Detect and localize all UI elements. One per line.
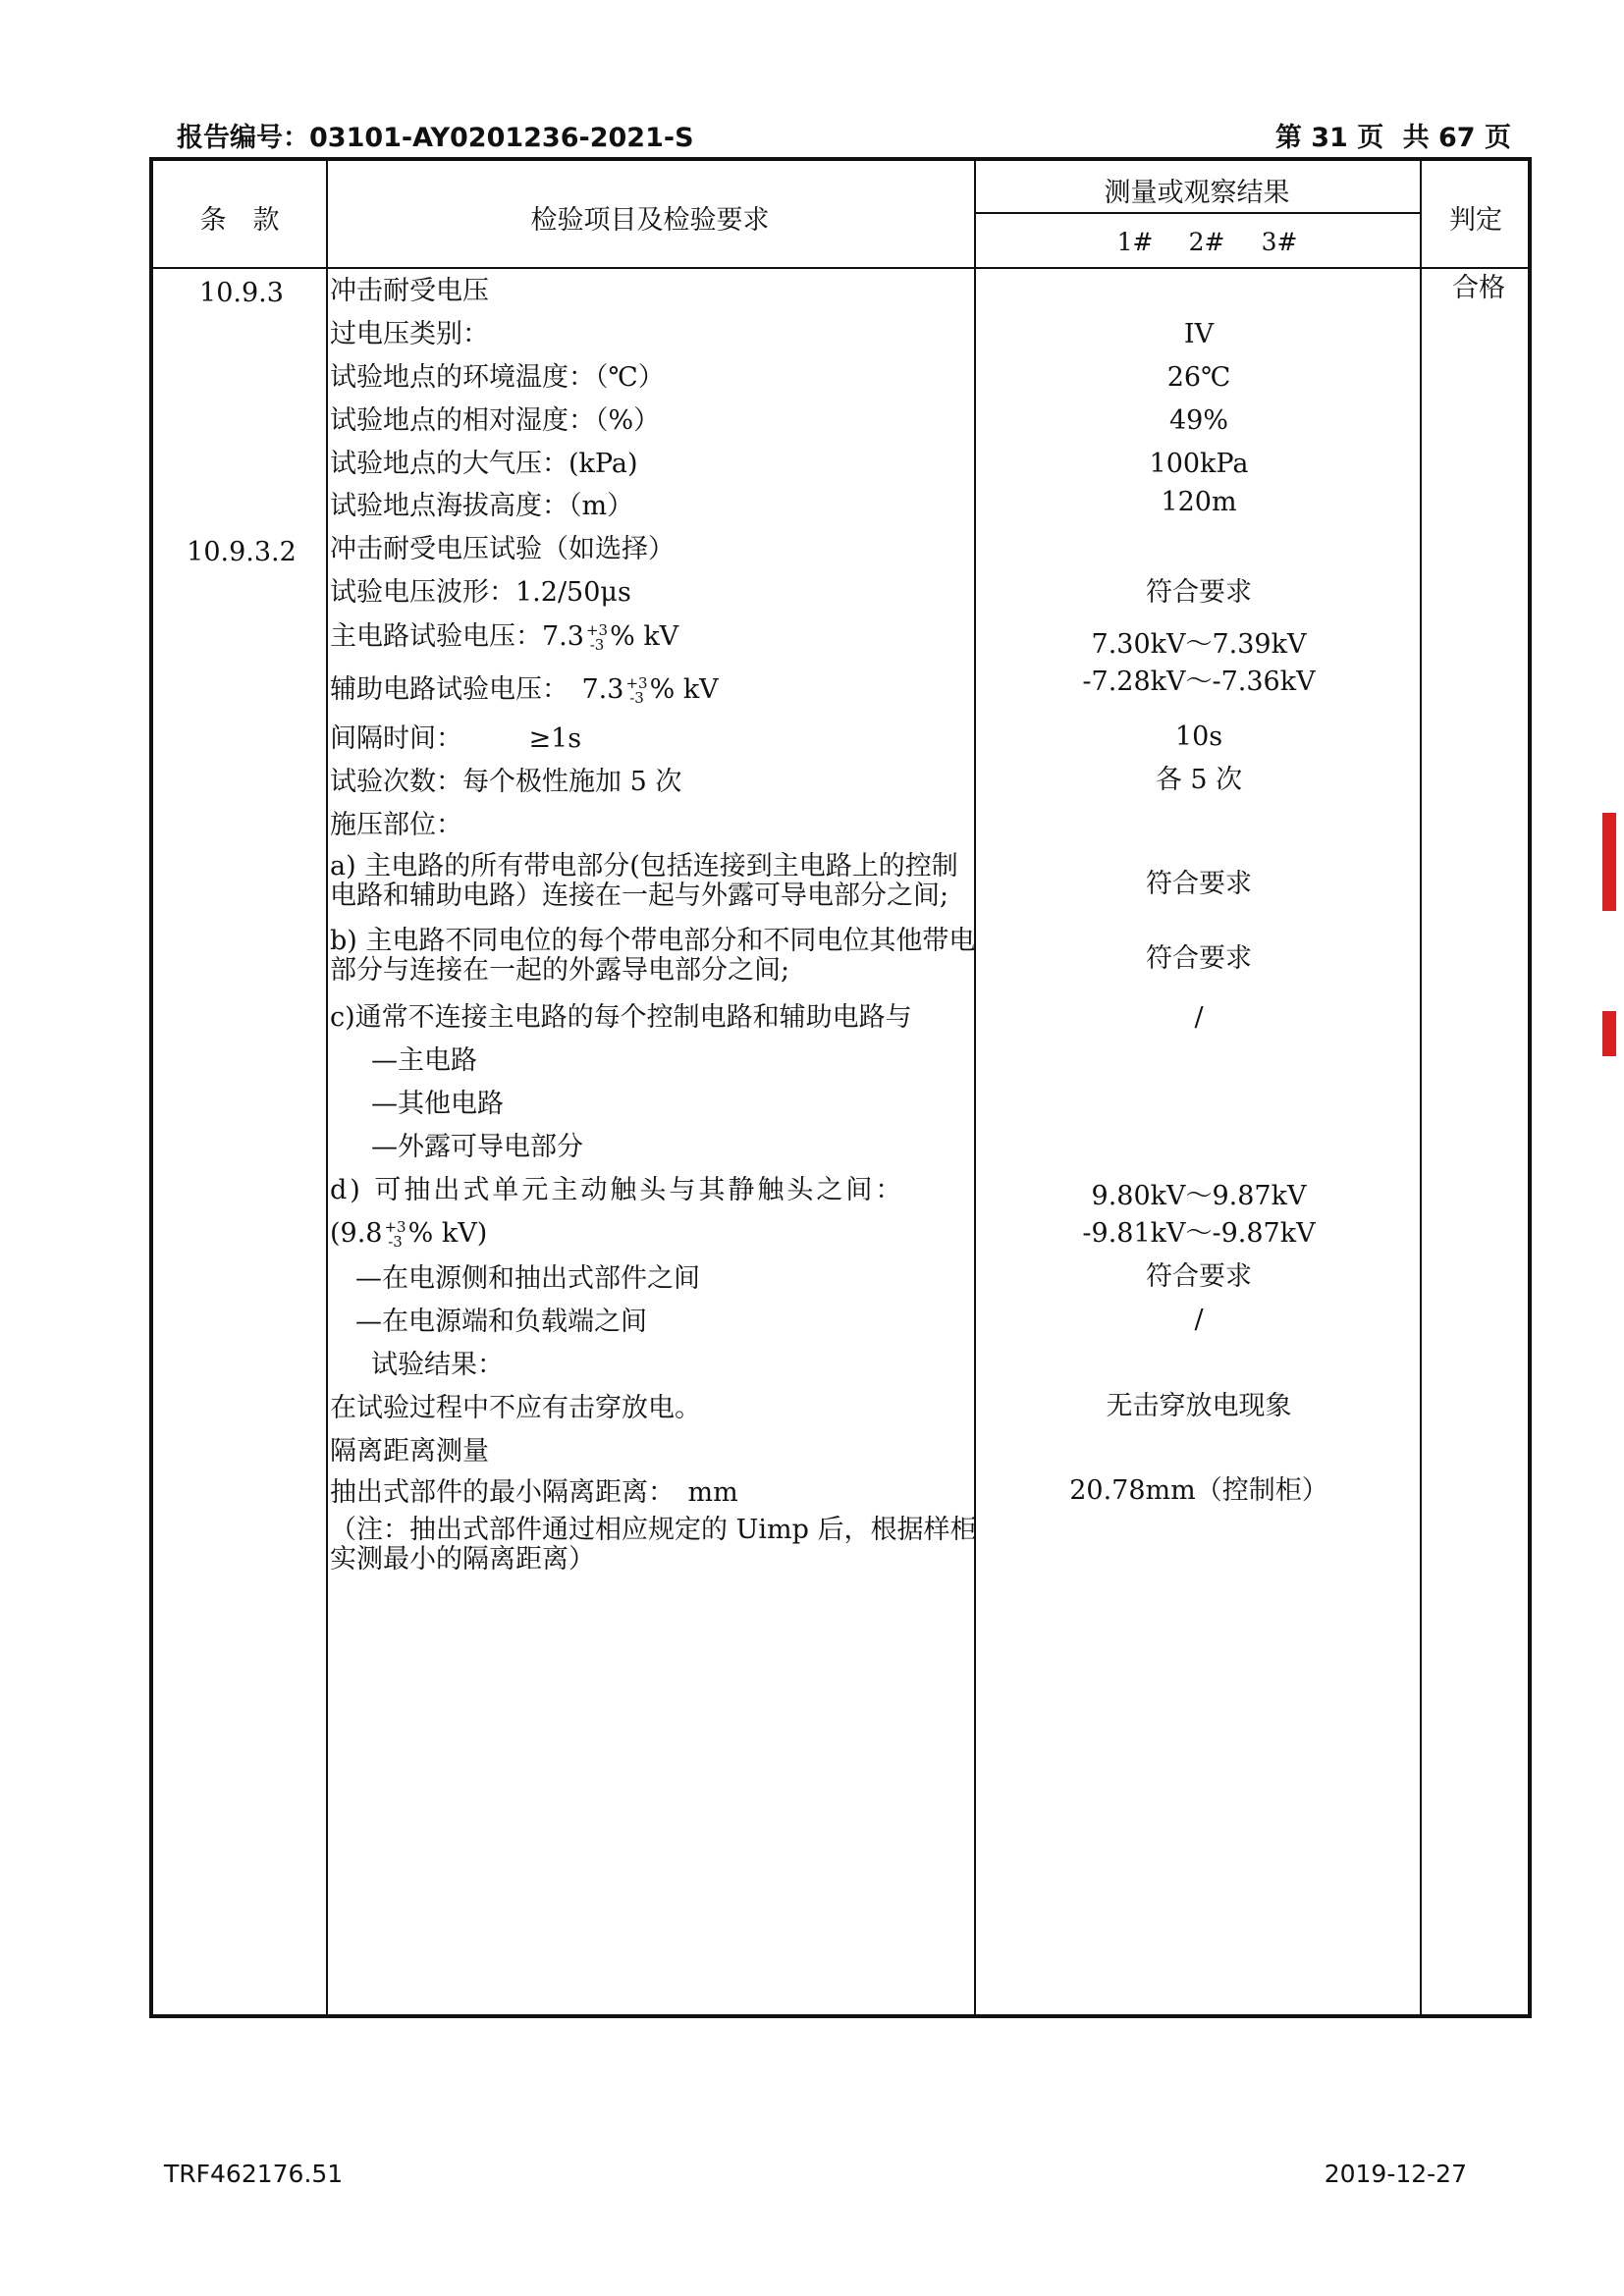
meas-point-d-positive: 9.80kV～9.87kV — [1091, 1181, 1307, 1211]
tolerance-down: -3 — [388, 1232, 403, 1251]
form-date: 2019-12-27 — [1324, 2160, 1467, 2188]
tolerance-up: +3 — [384, 1217, 406, 1236]
meas-test-count: 各 5 次 — [1155, 765, 1243, 795]
meas-aux-circuit-voltage: -7.28kV～-7.36kV — [1082, 667, 1316, 697]
tolerance-up: +3 — [625, 673, 648, 692]
item-point-c: c)通常不连接主电路的每个控制电路和辅助电路与 — [330, 1002, 912, 1033]
meas-point-b: 符合要求 — [1146, 943, 1252, 974]
item-point-d-voltage — [330, 1219, 978, 1250]
main-voltage-unit: % kV — [610, 621, 679, 652]
col-header-verdict: 判定 — [1449, 205, 1502, 236]
tolerance-fraction — [585, 620, 609, 654]
page-total: 共 67 页 — [1402, 123, 1511, 153]
item-overvoltage-category: 过电压类别： — [330, 319, 489, 349]
header-divider — [153, 267, 1528, 269]
meas-pressure: 100kPa — [1149, 449, 1249, 479]
col-divider — [1420, 161, 1422, 2014]
item-no-breakdown: 在试验过程中不应有击穿放电。 — [330, 1393, 701, 1423]
aux-voltage-unit: % kV — [649, 674, 719, 705]
col-divider — [326, 161, 328, 2014]
item-altitude: 试验地点海拔高度：（m） — [330, 491, 634, 521]
subheader-divider — [974, 212, 1420, 214]
item-source-load: —在电源端和负载端之间 — [355, 1307, 647, 1337]
meas-source-load: / — [1194, 1305, 1204, 1335]
d-voltage-label: (9.8 — [330, 1218, 383, 1249]
item-test-count: 试验次数：每个极性施加 5 次 — [330, 767, 682, 797]
item-isolation-note: （注：抽出式部件通过相应规定的 Uimp 后，根据样柜实测最小的隔离距离） — [330, 1515, 977, 1575]
item-exposed-parts: —外露可导电部分 — [371, 1132, 583, 1162]
sample-1-header: 1# — [1116, 228, 1154, 256]
report-number: 报告编号：03101-AY0201236-2021-S — [177, 123, 694, 153]
item-other-circuit: —其他电路 — [371, 1089, 504, 1119]
meas-altitude: 120m — [1161, 487, 1237, 517]
tolerance-fraction — [384, 1217, 406, 1251]
item-main-circuit: —主电路 — [371, 1045, 477, 1076]
meas-point-a: 符合要求 — [1146, 869, 1252, 899]
meas-no-breakdown: 无击穿放电现象 — [1106, 1391, 1292, 1421]
item-point-a: a) 主电路的所有带电部分(包括连接到主电路上的控制电路和辅助电路）连接在一起与外露可导电部分之间; — [330, 851, 958, 911]
sample-2-header: 2# — [1188, 228, 1225, 256]
meas-main-circuit-voltage: 7.30kV～7.39kV — [1091, 629, 1307, 660]
tolerance-down: -3 — [629, 688, 644, 707]
tolerance-down: -3 — [589, 635, 605, 654]
inspection-table — [149, 157, 1532, 2018]
item-point-d: d) 可抽出式单元主动触头与其静触头之间： — [330, 1175, 905, 1205]
meas-waveform: 符合要求 — [1146, 577, 1252, 608]
seal-stamp-fragment — [1602, 1011, 1616, 1056]
item-isolation-distance: 隔离距离测量 — [330, 1436, 489, 1467]
meas-overvoltage-category: IV — [1183, 319, 1215, 349]
sample-3-header: 3# — [1261, 228, 1298, 256]
d-voltage-unit: % kV) — [407, 1218, 488, 1249]
tolerance-fraction — [625, 673, 648, 707]
verdict: 合格 — [1452, 273, 1505, 303]
meas-min-isolation: 20.78mm（控制柜） — [1069, 1475, 1328, 1506]
item-application-points: 施压部位： — [330, 810, 462, 840]
item-point-b: b) 主电路不同电位的每个带电部分和不同电位其他带电部分与连接在一起的外露导电部分之间; — [330, 926, 976, 986]
item-impulse-voltage: 冲击耐受电压 — [330, 276, 489, 306]
col-header-measure: 测量或观察结果 — [1104, 178, 1290, 208]
meas-temperature: 26℃ — [1166, 362, 1231, 393]
page-indicator — [1266, 116, 1511, 154]
item-interval: 间隔时间： ≥1s — [330, 723, 582, 754]
item-impulse-test: 冲击耐受电压试验（如选择） — [330, 534, 675, 564]
tolerance-up: +3 — [585, 620, 609, 639]
page-number: 第 31 页 — [1274, 123, 1384, 153]
meas-source-side: 符合要求 — [1146, 1261, 1252, 1292]
item-pressure: 试验地点的大气压：(kPa) — [330, 449, 638, 479]
item-aux-circuit-voltage — [330, 675, 978, 706]
form-number: TRF462176.51 — [164, 2160, 344, 2188]
item-temperature: 试验地点的环境温度：（℃） — [330, 362, 665, 393]
meas-humidity: 49% — [1168, 405, 1228, 436]
item-min-isolation: 抽出式部件的最小隔离距离： mm — [330, 1477, 738, 1508]
col-header-clause: 条 款 — [199, 205, 280, 236]
main-voltage-label: 主电路试验电压：7.3 — [330, 621, 584, 652]
item-source-side: —在电源侧和抽出式部件之间 — [355, 1263, 700, 1294]
meas-interval: 10s — [1174, 721, 1223, 752]
aux-voltage-label: 辅助电路试验电压： 7.3 — [330, 674, 624, 705]
col-header-item: 检验项目及检验要求 — [530, 205, 770, 236]
item-humidity: 试验地点的相对湿度：（%） — [330, 405, 661, 436]
seal-stamp-fragment — [1602, 813, 1616, 911]
item-main-circuit-voltage — [330, 622, 978, 653]
clause-10-9-3-2: 10.9.3.2 — [187, 537, 297, 567]
meas-point-c: / — [1194, 1002, 1204, 1033]
item-waveform: 试验电压波形：1.2/50μs — [330, 577, 631, 608]
meas-point-d-negative: -9.81kV～-9.87kV — [1082, 1218, 1316, 1249]
clause-10-9-3: 10.9.3 — [199, 278, 284, 308]
col-divider — [974, 161, 976, 2014]
item-test-result-label: 试验结果： — [371, 1350, 504, 1380]
